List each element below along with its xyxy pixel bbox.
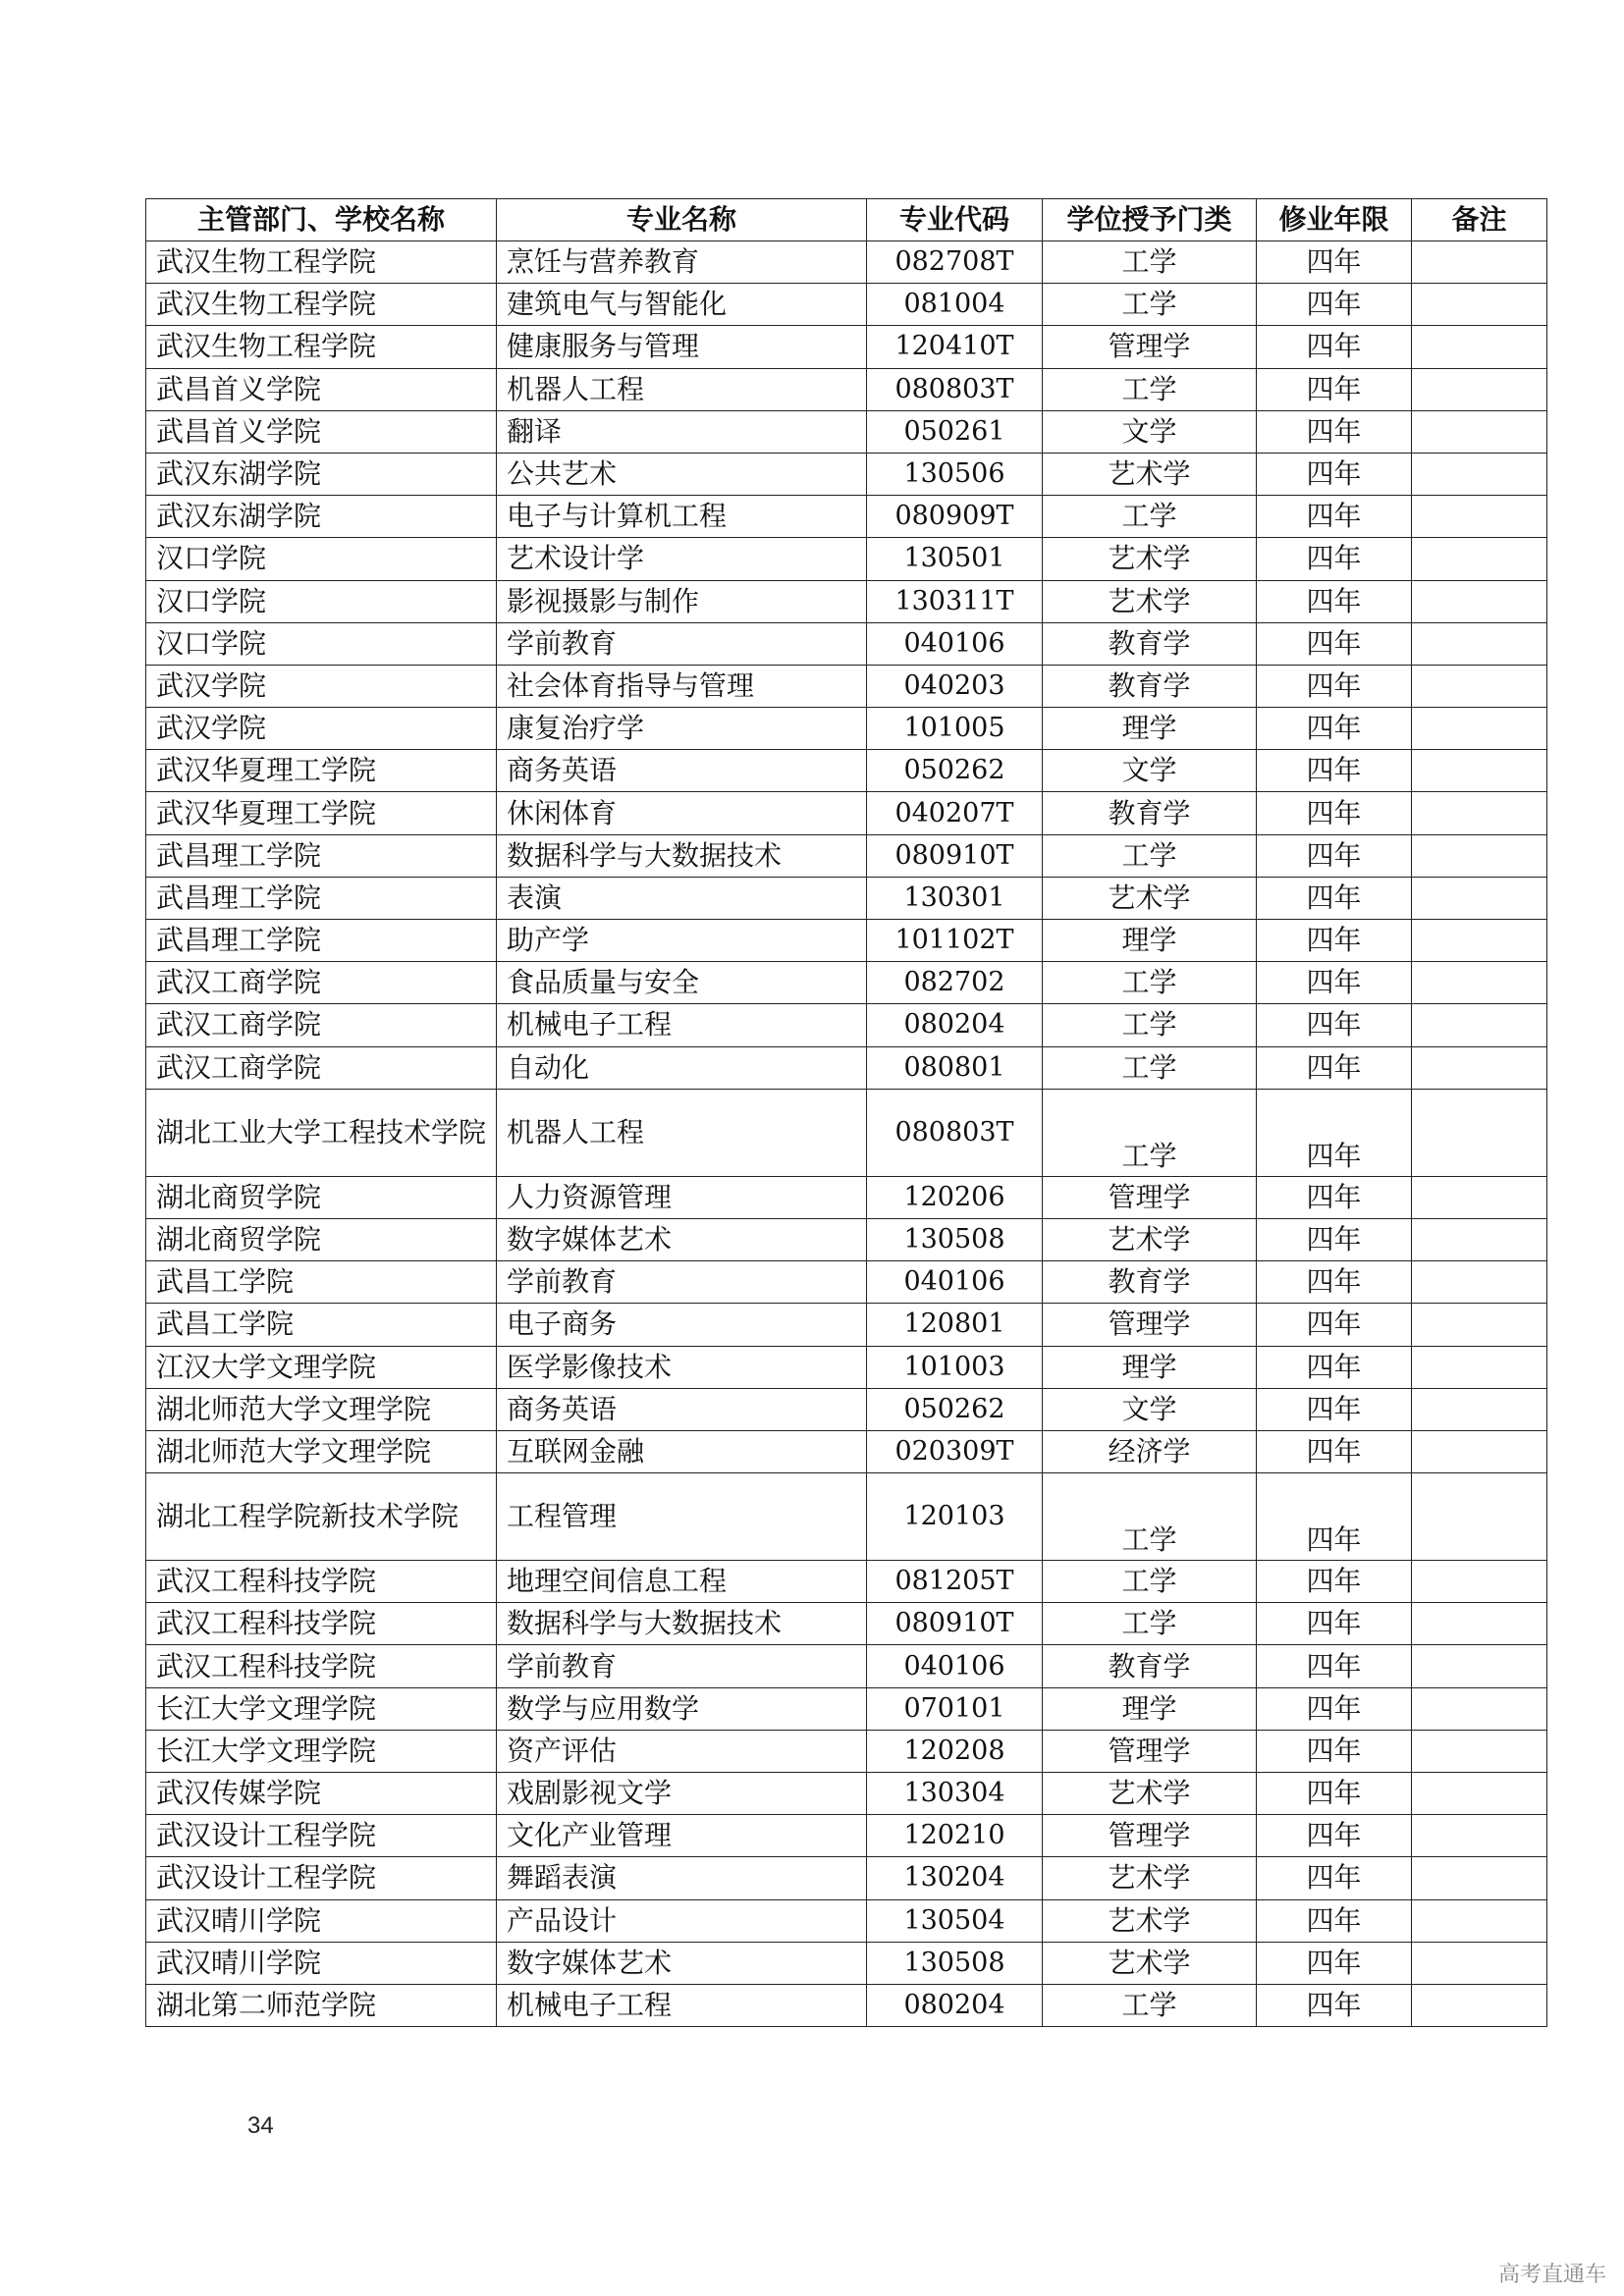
cell-major: 资产评估: [497, 1730, 867, 1772]
table-row: [146, 580, 1547, 622]
cell-note: [1412, 920, 1547, 962]
majors-table: [145, 198, 1547, 2027]
cell-years: 四年: [1257, 1473, 1412, 1561]
cell-note: [1412, 284, 1547, 326]
cell-degree: 工学: [1043, 1561, 1257, 1603]
cell-years: 四年: [1257, 368, 1412, 410]
cell-school: 长江大学文理学院: [146, 1687, 497, 1730]
cell-school: 武汉生物工程学院: [146, 241, 497, 284]
cell-school: 汉口学院: [146, 538, 497, 580]
cell-major: 互联网金融: [497, 1430, 867, 1472]
cell-code: 080910T: [867, 1603, 1043, 1645]
cell-code: 130204: [867, 1857, 1043, 1899]
cell-code: 082708T: [867, 241, 1043, 284]
cell-school: 武汉工商学院: [146, 1046, 497, 1089]
table-row: [146, 1388, 1547, 1430]
cell-note: [1412, 1687, 1547, 1730]
cell-note: [1412, 1815, 1547, 1857]
cell-major: 文化产业管理: [497, 1815, 867, 1857]
cell-note: [1412, 1561, 1547, 1603]
cell-code: 020309T: [867, 1430, 1043, 1472]
cell-note: [1412, 1645, 1547, 1687]
cell-degree: 工学: [1043, 1046, 1257, 1089]
cell-note: [1412, 877, 1547, 919]
cell-major: 商务英语: [497, 1388, 867, 1430]
table-row: [146, 1730, 1547, 1772]
header-row: [146, 199, 1547, 241]
cell-major: 数学与应用数学: [497, 1687, 867, 1730]
table-row: [146, 1773, 1547, 1815]
cell-years: 四年: [1257, 538, 1412, 580]
table-row: [146, 1857, 1547, 1899]
table-row: [146, 622, 1547, 665]
table-row: [146, 1984, 1547, 2026]
cell-note: [1412, 708, 1547, 750]
table-row: [146, 834, 1547, 877]
table-row: [146, 1561, 1547, 1603]
cell-major: 学前教育: [497, 622, 867, 665]
cell-note: [1412, 496, 1547, 538]
cell-note: [1412, 410, 1547, 453]
cell-major: 电子与计算机工程: [497, 496, 867, 538]
cell-code: 120210: [867, 1815, 1043, 1857]
cell-years: 四年: [1257, 1176, 1412, 1218]
cell-major: 自动化: [497, 1046, 867, 1089]
cell-major: 地理空间信息工程: [497, 1561, 867, 1603]
cell-school: 湖北商贸学院: [146, 1218, 497, 1260]
cell-major: 医学影像技术: [497, 1346, 867, 1388]
cell-major: 表演: [497, 877, 867, 919]
cell-school: 武汉设计工程学院: [146, 1857, 497, 1899]
cell-code: 130301: [867, 877, 1043, 919]
cell-degree: 艺术学: [1043, 1899, 1257, 1942]
cell-note: [1412, 326, 1547, 368]
cell-degree: 教育学: [1043, 792, 1257, 834]
cell-school: 武昌理工学院: [146, 834, 497, 877]
cell-degree: 理学: [1043, 920, 1257, 962]
cell-major: 机械电子工程: [497, 1004, 867, 1046]
cell-degree: 经济学: [1043, 1430, 1257, 1472]
cell-code: 120103: [867, 1473, 1043, 1561]
cell-school: 武汉华夏理工学院: [146, 750, 497, 792]
table-row: [146, 284, 1547, 326]
cell-major: 健康服务与管理: [497, 326, 867, 368]
cell-years: 四年: [1257, 750, 1412, 792]
cell-degree: 艺术学: [1043, 1857, 1257, 1899]
cell-note: [1412, 1773, 1547, 1815]
header-major: 专业名称: [497, 199, 867, 241]
cell-major: 舞蹈表演: [497, 1857, 867, 1899]
cell-degree: 艺术学: [1043, 580, 1257, 622]
cell-years: 四年: [1257, 1346, 1412, 1388]
cell-code: 040106: [867, 622, 1043, 665]
cell-years: 四年: [1257, 326, 1412, 368]
cell-degree: 工学: [1043, 284, 1257, 326]
cell-note: [1412, 622, 1547, 665]
cell-years: 四年: [1257, 792, 1412, 834]
table-row: [146, 1815, 1547, 1857]
cell-major: 数据科学与大数据技术: [497, 834, 867, 877]
cell-school: 江汉大学文理学院: [146, 1346, 497, 1388]
cell-note: [1412, 1176, 1547, 1218]
cell-years: 四年: [1257, 1899, 1412, 1942]
cell-note: [1412, 1984, 1547, 2026]
cell-note: [1412, 1388, 1547, 1430]
cell-code: 070101: [867, 1687, 1043, 1730]
cell-degree: 艺术学: [1043, 877, 1257, 919]
cell-school: 武昌首义学院: [146, 410, 497, 453]
cell-major: 数字媒体艺术: [497, 1942, 867, 1984]
cell-note: [1412, 453, 1547, 495]
cell-major: 建筑电气与智能化: [497, 284, 867, 326]
header-note: 备注: [1412, 199, 1547, 241]
cell-degree: 理学: [1043, 1687, 1257, 1730]
cell-years: 四年: [1257, 410, 1412, 453]
cell-degree: 理学: [1043, 708, 1257, 750]
table-row: [146, 538, 1547, 580]
cell-note: [1412, 241, 1547, 284]
cell-note: [1412, 1046, 1547, 1089]
cell-code: 130508: [867, 1942, 1043, 1984]
cell-code: 080909T: [867, 496, 1043, 538]
cell-degree: 艺术学: [1043, 538, 1257, 580]
table-row: [146, 326, 1547, 368]
majors-table-wrapper: [145, 198, 1546, 2027]
cell-code: 101102T: [867, 920, 1043, 962]
cell-school: 武昌首义学院: [146, 368, 497, 410]
cell-degree: 工学: [1043, 496, 1257, 538]
cell-code: 130508: [867, 1218, 1043, 1260]
cell-degree: 工学: [1043, 1004, 1257, 1046]
page-number: 34: [247, 2112, 274, 2139]
cell-major: 工程管理: [497, 1473, 867, 1561]
cell-school: 武汉工商学院: [146, 962, 497, 1004]
cell-degree: 工学: [1043, 241, 1257, 284]
cell-note: [1412, 1304, 1547, 1346]
cell-note: [1412, 1261, 1547, 1304]
header-years: 修业年限: [1257, 199, 1412, 241]
cell-major: 机器人工程: [497, 1089, 867, 1176]
cell-note: [1412, 750, 1547, 792]
cell-school: 武昌理工学院: [146, 877, 497, 919]
cell-degree: 管理学: [1043, 1176, 1257, 1218]
cell-code: 081004: [867, 284, 1043, 326]
header-code: 专业代码: [867, 199, 1043, 241]
cell-degree: 艺术学: [1043, 1218, 1257, 1260]
cell-years: 四年: [1257, 834, 1412, 877]
table-row: [146, 1899, 1547, 1942]
cell-degree: 工学: [1043, 1984, 1257, 2026]
cell-years: 四年: [1257, 1046, 1412, 1089]
cell-major: 电子商务: [497, 1304, 867, 1346]
table-row: [146, 1261, 1547, 1304]
table-row: [146, 368, 1547, 410]
cell-major: 艺术设计学: [497, 538, 867, 580]
cell-school: 武汉东湖学院: [146, 453, 497, 495]
cell-code: 081205T: [867, 1561, 1043, 1603]
cell-years: 四年: [1257, 1004, 1412, 1046]
cell-code: 080803T: [867, 1089, 1043, 1176]
cell-code: 050262: [867, 1388, 1043, 1430]
cell-major: 学前教育: [497, 1261, 867, 1304]
cell-code: 082702: [867, 962, 1043, 1004]
watermark: 高考直通车: [1497, 2263, 1606, 2287]
cell-years: 四年: [1257, 1561, 1412, 1603]
cell-code: 130311T: [867, 580, 1043, 622]
cell-major: 学前教育: [497, 1645, 867, 1687]
cell-degree: 艺术学: [1043, 1942, 1257, 1984]
cell-major: 翻译: [497, 410, 867, 453]
table-row: [146, 241, 1547, 284]
cell-degree: 教育学: [1043, 622, 1257, 665]
cell-school: 汉口学院: [146, 622, 497, 665]
table-row: [146, 665, 1547, 707]
cell-note: [1412, 1218, 1547, 1260]
table-row: [146, 920, 1547, 962]
cell-major: 商务英语: [497, 750, 867, 792]
cell-major: 机器人工程: [497, 368, 867, 410]
table-row: [146, 1346, 1547, 1388]
cell-school: 武汉传媒学院: [146, 1773, 497, 1815]
header-degree: 学位授予门类: [1043, 199, 1257, 241]
cell-note: [1412, 1089, 1547, 1176]
cell-code: 130304: [867, 1773, 1043, 1815]
cell-degree: 教育学: [1043, 1645, 1257, 1687]
cell-years: 四年: [1257, 920, 1412, 962]
cell-years: 四年: [1257, 453, 1412, 495]
cell-years: 四年: [1257, 580, 1412, 622]
cell-note: [1412, 792, 1547, 834]
table-row: [146, 962, 1547, 1004]
table-row: [146, 1304, 1547, 1346]
cell-code: 040106: [867, 1645, 1043, 1687]
cell-degree: 工学: [1043, 1603, 1257, 1645]
cell-years: 四年: [1257, 877, 1412, 919]
cell-major: 休闲体育: [497, 792, 867, 834]
table-row: [146, 1176, 1547, 1218]
cell-code: 120208: [867, 1730, 1043, 1772]
cell-school: 湖北师范大学文理学院: [146, 1388, 497, 1430]
cell-years: 四年: [1257, 1645, 1412, 1687]
cell-major: 食品质量与安全: [497, 962, 867, 1004]
cell-note: [1412, 962, 1547, 1004]
cell-code: 080803T: [867, 368, 1043, 410]
cell-school: 武汉东湖学院: [146, 496, 497, 538]
cell-school: 武汉工程科技学院: [146, 1645, 497, 1687]
cell-major: 助产学: [497, 920, 867, 962]
cell-note: [1412, 1603, 1547, 1645]
table-row: [146, 1046, 1547, 1089]
cell-major: 数字媒体艺术: [497, 1218, 867, 1260]
cell-degree: 管理学: [1043, 326, 1257, 368]
cell-degree: 工学: [1043, 834, 1257, 877]
cell-years: 四年: [1257, 1430, 1412, 1472]
cell-code: 080204: [867, 1984, 1043, 2026]
cell-years: 四年: [1257, 1815, 1412, 1857]
cell-code: 120410T: [867, 326, 1043, 368]
cell-code: 080910T: [867, 834, 1043, 877]
cell-years: 四年: [1257, 1942, 1412, 1984]
cell-major: 数据科学与大数据技术: [497, 1603, 867, 1645]
cell-school: 武汉生物工程学院: [146, 284, 497, 326]
cell-note: [1412, 834, 1547, 877]
cell-school: 湖北师范大学文理学院: [146, 1430, 497, 1472]
cell-school: 武汉工商学院: [146, 1004, 497, 1046]
cell-school: 湖北商贸学院: [146, 1176, 497, 1218]
cell-degree: 理学: [1043, 1346, 1257, 1388]
cell-code: 040207T: [867, 792, 1043, 834]
cell-degree: 艺术学: [1043, 1773, 1257, 1815]
cell-degree: 管理学: [1043, 1730, 1257, 1772]
cell-school: 武汉学院: [146, 708, 497, 750]
cell-years: 四年: [1257, 1304, 1412, 1346]
cell-degree: 工学: [1043, 962, 1257, 1004]
table-row: [146, 1603, 1547, 1645]
cell-degree: 管理学: [1043, 1815, 1257, 1857]
cell-code: 130501: [867, 538, 1043, 580]
cell-years: 四年: [1257, 622, 1412, 665]
cell-note: [1412, 580, 1547, 622]
cell-school: 武汉生物工程学院: [146, 326, 497, 368]
cell-major: 戏剧影视文学: [497, 1773, 867, 1815]
cell-major: 影视摄影与制作: [497, 580, 867, 622]
cell-degree: 文学: [1043, 750, 1257, 792]
cell-note: [1412, 368, 1547, 410]
cell-note: [1412, 1473, 1547, 1561]
cell-code: 130504: [867, 1899, 1043, 1942]
cell-years: 四年: [1257, 1687, 1412, 1730]
cell-major: 公共艺术: [497, 453, 867, 495]
cell-degree: 工学: [1043, 1089, 1257, 1176]
cell-note: [1412, 1899, 1547, 1942]
cell-school: 武汉学院: [146, 665, 497, 707]
cell-major: 烹饪与营养教育: [497, 241, 867, 284]
cell-years: 四年: [1257, 1730, 1412, 1772]
cell-code: 050262: [867, 750, 1043, 792]
cell-note: [1412, 1004, 1547, 1046]
cell-years: 四年: [1257, 496, 1412, 538]
cell-years: 四年: [1257, 284, 1412, 326]
cell-years: 四年: [1257, 241, 1412, 284]
table-row: [146, 1645, 1547, 1687]
table-row: [146, 1430, 1547, 1472]
cell-years: 四年: [1257, 1388, 1412, 1430]
table-header: [146, 199, 1547, 241]
cell-school: 湖北工程学院新技术学院: [146, 1473, 497, 1561]
cell-years: 四年: [1257, 1603, 1412, 1645]
table-row: [146, 750, 1547, 792]
cell-school: 武汉华夏理工学院: [146, 792, 497, 834]
table-row: [146, 792, 1547, 834]
header-school: 主管部门、学校名称: [146, 199, 497, 241]
cell-code: 120206: [867, 1176, 1043, 1218]
table-row: [146, 1942, 1547, 1984]
table-row: [146, 410, 1547, 453]
cell-degree: 管理学: [1043, 1304, 1257, 1346]
table-row: [146, 1218, 1547, 1260]
cell-degree: 文学: [1043, 410, 1257, 453]
cell-school: 武昌工学院: [146, 1304, 497, 1346]
cell-school: 武汉工程科技学院: [146, 1561, 497, 1603]
cell-school: 武昌工学院: [146, 1261, 497, 1304]
cell-years: 四年: [1257, 708, 1412, 750]
cell-major: 社会体育指导与管理: [497, 665, 867, 707]
cell-code: 040203: [867, 665, 1043, 707]
cell-major: 机械电子工程: [497, 1984, 867, 2026]
cell-years: 四年: [1257, 1773, 1412, 1815]
cell-code: 050261: [867, 410, 1043, 453]
cell-school: 武昌理工学院: [146, 920, 497, 962]
cell-years: 四年: [1257, 1218, 1412, 1260]
table-row: [146, 1004, 1547, 1046]
table-body: [146, 241, 1547, 2027]
cell-note: [1412, 1942, 1547, 1984]
cell-major: 产品设计: [497, 1899, 867, 1942]
cell-degree: 艺术学: [1043, 453, 1257, 495]
cell-years: 四年: [1257, 1089, 1412, 1176]
cell-school: 湖北第二师范学院: [146, 1984, 497, 2026]
cell-code: 080801: [867, 1046, 1043, 1089]
table-row: [146, 1473, 1547, 1561]
cell-note: [1412, 1730, 1547, 1772]
table-row: [146, 453, 1547, 495]
cell-degree: 工学: [1043, 368, 1257, 410]
cell-school: 湖北工业大学工程技术学院: [146, 1089, 497, 1176]
table-row: [146, 496, 1547, 538]
cell-years: 四年: [1257, 1857, 1412, 1899]
cell-degree: 教育学: [1043, 665, 1257, 707]
cell-major: 康复治疗学: [497, 708, 867, 750]
cell-note: [1412, 1346, 1547, 1388]
table-row: [146, 708, 1547, 750]
cell-code: 130506: [867, 453, 1043, 495]
cell-years: 四年: [1257, 665, 1412, 707]
cell-note: [1412, 1430, 1547, 1472]
cell-degree: 文学: [1043, 1388, 1257, 1430]
cell-code: 080204: [867, 1004, 1043, 1046]
table-row: [146, 1089, 1547, 1176]
cell-note: [1412, 538, 1547, 580]
cell-school: 武汉设计工程学院: [146, 1815, 497, 1857]
cell-years: 四年: [1257, 962, 1412, 1004]
cell-degree: 教育学: [1043, 1261, 1257, 1304]
table-row: [146, 877, 1547, 919]
cell-code: 120801: [867, 1304, 1043, 1346]
cell-note: [1412, 1857, 1547, 1899]
cell-school: 武汉晴川学院: [146, 1899, 497, 1942]
cell-major: 人力资源管理: [497, 1176, 867, 1218]
cell-note: [1412, 665, 1547, 707]
cell-code: 101003: [867, 1346, 1043, 1388]
cell-degree: 工学: [1043, 1473, 1257, 1561]
table-row: [146, 1687, 1547, 1730]
cell-school: 汉口学院: [146, 580, 497, 622]
cell-code: 040106: [867, 1261, 1043, 1304]
cell-years: 四年: [1257, 1984, 1412, 2026]
cell-school: 武汉工程科技学院: [146, 1603, 497, 1645]
cell-school: 长江大学文理学院: [146, 1730, 497, 1772]
cell-code: 101005: [867, 708, 1043, 750]
cell-years: 四年: [1257, 1261, 1412, 1304]
cell-school: 武汉晴川学院: [146, 1942, 497, 1984]
